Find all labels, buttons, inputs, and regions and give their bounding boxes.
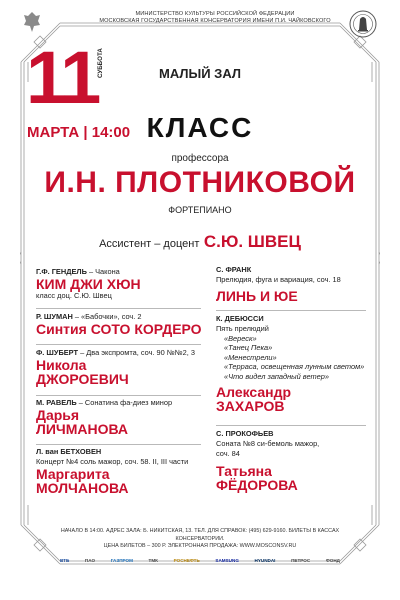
- performer-last-name: ФЁДОРОВА: [216, 477, 298, 493]
- performer-first-name: Александр: [216, 384, 292, 400]
- divider: [36, 344, 201, 345]
- composer: С. ФРАНК: [216, 265, 252, 274]
- divider: [216, 425, 366, 426]
- sponsor-logo: ВТБ: [60, 557, 70, 563]
- footer-address: НАЧАЛО В 14:00. АДРЕС ЗАЛА: Б. НИКИТСКАЯ, 13. ТЕЛ. ДЛЯ СПРАВОК: (495) 629-9160. БИЛЕТЫ В КАССАХ КОНСЕРВАТОРИИ.: [60, 528, 340, 542]
- sponsor-logo: ТМК: [148, 557, 158, 563]
- work: Соната №8 си-бемоль мажор,: [216, 439, 320, 448]
- program-item-franck: [216, 265, 376, 303]
- prelude-item: «Танец Пека»: [224, 343, 273, 352]
- divider: [36, 308, 201, 309]
- sponsor-logo: SAMSUNG: [215, 557, 239, 563]
- sponsor-logo: HYUNDAI: [254, 557, 276, 563]
- assistant-line: [40, 232, 360, 252]
- performer-last-name: МОЛЧАНОВА: [36, 479, 129, 496]
- performer-first-name: Никола: [36, 357, 87, 373]
- work: – Два экспромта, соч. 90 №№2, 3: [78, 348, 196, 357]
- teacher-note: класс доц. С.Ю. Швец: [36, 291, 112, 300]
- event-time: 14:00: [91, 124, 131, 141]
- work: Концерт №4 соль мажор, соч. 58. II, III части: [36, 457, 189, 466]
- performer-last-name: ЗАХАРОВ: [216, 398, 285, 414]
- program-item-prokofiev: [216, 429, 376, 492]
- sponsor-logo: РОСНЕФТЬ: [173, 557, 200, 563]
- work: – «Бабочки», соч. 2: [72, 312, 142, 321]
- program-item-beethoven: [36, 447, 211, 495]
- composer: Р. ШУМАН: [36, 312, 73, 321]
- divider: [36, 444, 201, 445]
- composer: С. ПРОКОФЬЕВ: [216, 429, 274, 438]
- performer: КИМ ДЖИ ХЮН: [36, 276, 141, 292]
- sponsor-logo: ПЕТРОС: [291, 557, 311, 563]
- sponsor-logo: ГАЗПРОМ: [110, 557, 133, 563]
- performer-last-name: ДЖОРОЕВИЧ: [36, 371, 129, 387]
- composer: Л. ван БЕТХОВЕН: [36, 447, 102, 456]
- prelude-item: «Терраса, освещенная лунным светом»: [224, 362, 365, 371]
- work: – Сонатина фа-диез минор: [76, 398, 173, 407]
- program-item-handel: [36, 267, 206, 301]
- work: – Чакона: [86, 267, 120, 276]
- ministry-name: МИНИСТЕРСТВО КУЛЬТУРЫ РОССИЙСКОЙ ФЕДЕРАЦИИ: [135, 11, 295, 17]
- conservatory-name: МОСКОВСКАЯ ГОСУДАРСТВЕННАЯ КОНСЕРВАТОРИЯ ИМЕНИ П.И. ЧАЙКОВСКОГО: [99, 18, 331, 24]
- assistant-label: Ассистент – доцент: [99, 238, 200, 250]
- program-item-schubert: [36, 348, 211, 386]
- program-item-ravel: [36, 398, 206, 436]
- work: Прелюдия, фуга и вариация, соч. 18: [216, 275, 341, 284]
- russia-emblem-icon: [22, 11, 42, 33]
- work: Пять прелюдий: [216, 324, 269, 333]
- footer-info: [60, 528, 340, 551]
- ministry-header: [70, 11, 360, 25]
- composer: Ф. ШУБЕРТ: [36, 348, 79, 357]
- performer: ЛИНЬ И ЮЕ: [216, 287, 298, 304]
- assistant-name: С.Ю. ШВЕЦ: [203, 232, 301, 251]
- event-day: 11: [26, 36, 99, 119]
- composer: М. РАВЕЛЬ: [36, 398, 77, 407]
- hall-name: МАЛЫЙ ЗАЛ: [159, 66, 241, 81]
- date-divider: |: [83, 124, 88, 141]
- concert-title: КЛАСС: [146, 112, 254, 143]
- event-month: МАРТА: [27, 124, 80, 141]
- professor-label: профессора: [171, 153, 229, 164]
- event-weekday: СУББОТА: [97, 48, 104, 78]
- footer-tickets: ЦЕНА БИЛЕТОВ – 300 Р. ЭЛЕКТРОННАЯ ПРОДАЖА: WWW.MOSCONSV.RU: [103, 543, 297, 549]
- performer-last-name: ЛИЧМАНОВА: [36, 421, 129, 437]
- program-item-debussy: [216, 314, 381, 413]
- sponsor-logos: [60, 555, 340, 565]
- prelude-item: «Что видел западный ветер»: [224, 371, 329, 381]
- program-item-schumann: [36, 312, 206, 336]
- sponsor-logo: ФОНД: [325, 557, 340, 563]
- performer-first-name: Маргарита: [36, 465, 110, 482]
- composer: Г.Ф. ГЕНДЕЛЬ: [36, 267, 87, 276]
- sponsor-logo: ПАО: [84, 557, 96, 563]
- instrument: ФОРТЕПИАНО: [168, 205, 232, 215]
- composer: К. ДЕБЮССИ: [216, 314, 264, 323]
- performer: Синтия СОТО КОРДЕРО: [36, 321, 202, 337]
- prelude-list: [216, 334, 381, 382]
- work-opus: соч. 84: [216, 448, 240, 458]
- professor-name: И.Н. ПЛОТНИКОВОЙ: [44, 166, 356, 199]
- prelude-item: «Менестрели»: [224, 352, 277, 362]
- divider: [36, 395, 201, 396]
- divider: [216, 310, 366, 311]
- prelude-item: «Вереск»: [224, 333, 257, 343]
- performer-first-name: Татьяна: [216, 463, 272, 479]
- performer-first-name: Дарья: [36, 407, 80, 423]
